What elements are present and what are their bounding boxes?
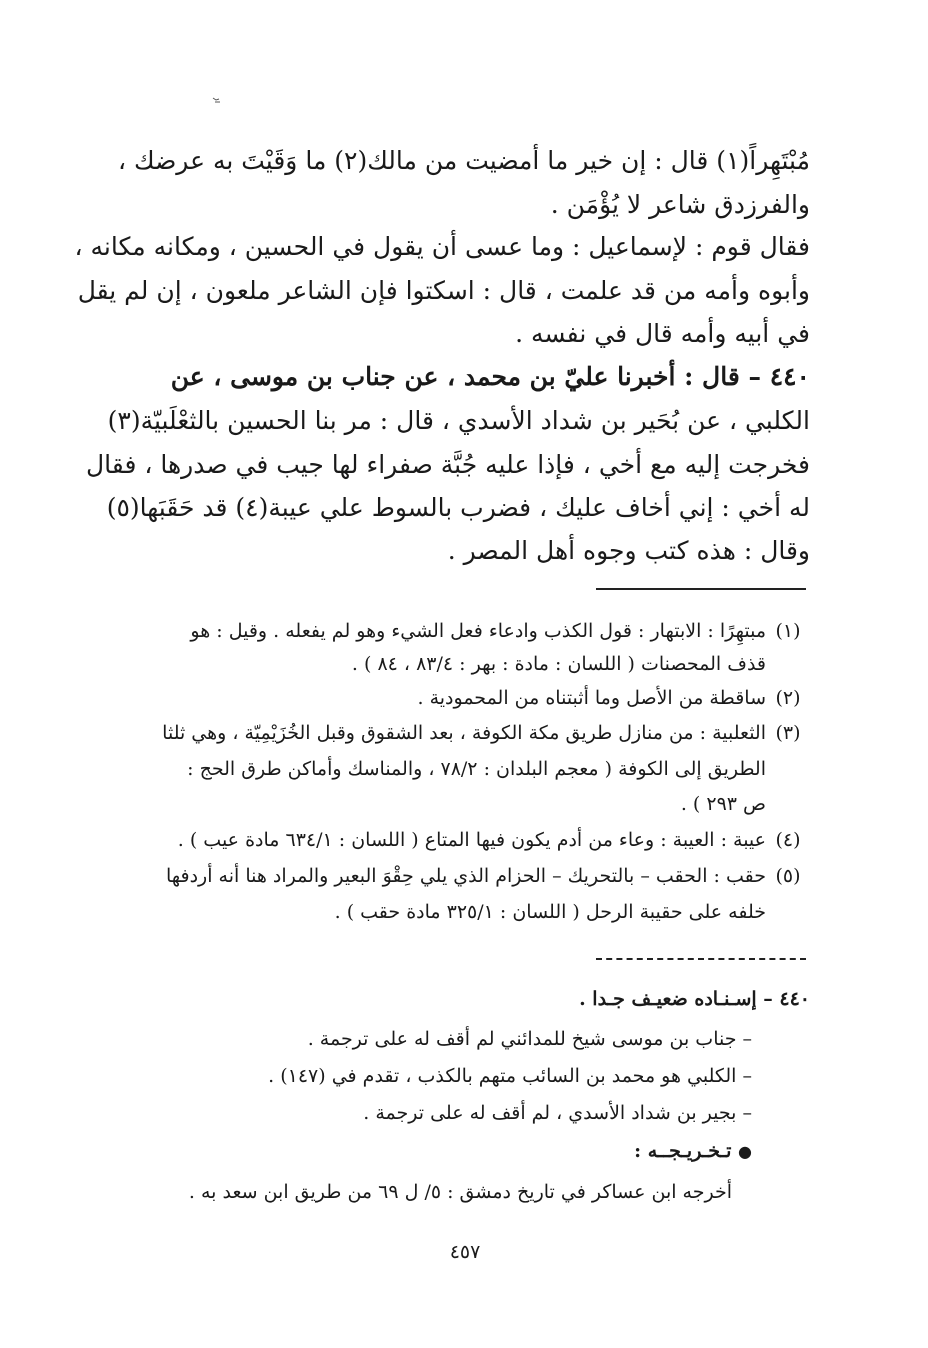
main-line: له أخي : إني أخاف عليك ، فضرب بالسوط علي عيبة(٤) قد حَقَبَها(٥) <box>106 493 810 522</box>
footnote-text: عيبة : العيبة : وعاء من أدم يكون فيها المتاع ( اللسان : ٦٣٤/١ مادة عيب ) . <box>177 829 766 851</box>
footnote-3-cont: الطريق إلى الكوفة ( معجم البلدان : ٧٨/٢ ، والمناسك وأماكن طرق الحج : <box>187 758 766 780</box>
footnote-text: حقب : الحقب – بالتحريك – الحزام الذي يلي حِقْوَ البعير والمراد هنا أنه أردفها <box>165 865 766 887</box>
main-line: فقال قوم : لإسماعيل : وما عسى أن يقول في الحسين ، ومكانه مكانه ، <box>74 232 810 261</box>
main-line: الكلبي ، عن بُحَير بن شداد الأسدي ، قال : مر بنا الحسين بالثعْلَبيّة(٣) <box>107 406 810 435</box>
takhrij-separator <box>596 958 806 960</box>
takhrij-item: – بجير بن شداد الأسدي ، لم أقف له على ترجمة . <box>363 1102 752 1124</box>
footnote-5 <box>138 867 810 886</box>
main-line: وأبوه وأمه من قد علمت ، قال : اسكتوا فإن الشاعر ملعون ، إن لم يقل <box>77 276 810 305</box>
footnote-5-cont: خلفه على حقيبة الرحل ( اللسان : ٣٢٥/١ مادة حقب ) . <box>334 901 766 923</box>
footnote-1-cont: قذف المحصنات ( اللسان : مادة : بهر : ٨٣/٤ ، ٨٤ ) . <box>351 653 766 675</box>
footnote-number: (١) <box>775 620 801 642</box>
bullet-icon: ● <box>738 1142 752 1161</box>
scan-speck <box>212 96 222 104</box>
footnote-4 <box>138 831 810 850</box>
takhrij-item: – جناب بن موسى شيخ للمدائني لم أقف له على ترجمة . <box>307 1028 752 1050</box>
footnote-3 <box>138 724 810 743</box>
footnote-separator <box>596 588 806 590</box>
main-line: في أبيه وأمه قال في نفسه . <box>515 319 810 348</box>
footnote-number: (٢) <box>775 687 801 709</box>
takhrij-item: – الكلبي هو محمد بن السائب متهم بالكذب ، تقدم في (١٤٧) . <box>268 1065 752 1087</box>
takhrij-subheading: تـخـريـجــه : <box>634 1140 732 1162</box>
footnote-number: (٣) <box>775 722 801 744</box>
main-line: والفرزدق شاعر لا يُؤْمَن . <box>550 190 810 219</box>
main-line: مُبْتَهِراً(١) قال : إن خير ما أمضيت من مالك(٢) ما وَقَيْتَ به عرضك ، <box>117 146 810 175</box>
footnote-number: (٥) <box>775 865 801 887</box>
footnote-3-cont: ص ٢٩٣ ) . <box>680 793 766 815</box>
main-line: فخرجت إليه مع أخي ، فإذا عليه جُبَّة صفراء لها جيب في صدرها ، فقال <box>86 450 810 479</box>
footnote-1 <box>138 622 810 641</box>
footnote-text: ساقطة من الأصل وما أثبتناه من المحمودية . <box>417 687 766 709</box>
takhrij-subheading-line <box>142 1142 752 1161</box>
page-number: ٤٥٧ <box>449 1241 481 1263</box>
footnote-text: مبتهِرًا : الابتهار : قول الكذب وادعاء فعل الشيء وهو لم يفعله . وقيل : هو <box>190 620 766 642</box>
main-line: وقال : هذه كتب وجوه أهل المصر . <box>447 536 810 565</box>
main-line-hadith-440: ٤٤٠ – قال : أخبرنا عليّ بن محمد ، عن جناب بن موسى ، عن <box>170 362 810 391</box>
footnote-number: (٤) <box>775 829 801 851</box>
takhrij-heading: ٤٤٠ – إسـنـاده ضعيـف جـدا . <box>579 988 810 1010</box>
footnote-text: الثعلبية : من منازل طريق مكة الكوفة ، بعد الشقوق وقبل الخُزَيْمِيّة ، وهي ثلثا <box>162 722 766 744</box>
takhrij-source: أخرجه ابن عساكر في تاريخ دمشق : ٥/ ل ٦٩ من طريق ابن سعد به . <box>188 1181 732 1203</box>
footnote-2 <box>138 689 810 708</box>
